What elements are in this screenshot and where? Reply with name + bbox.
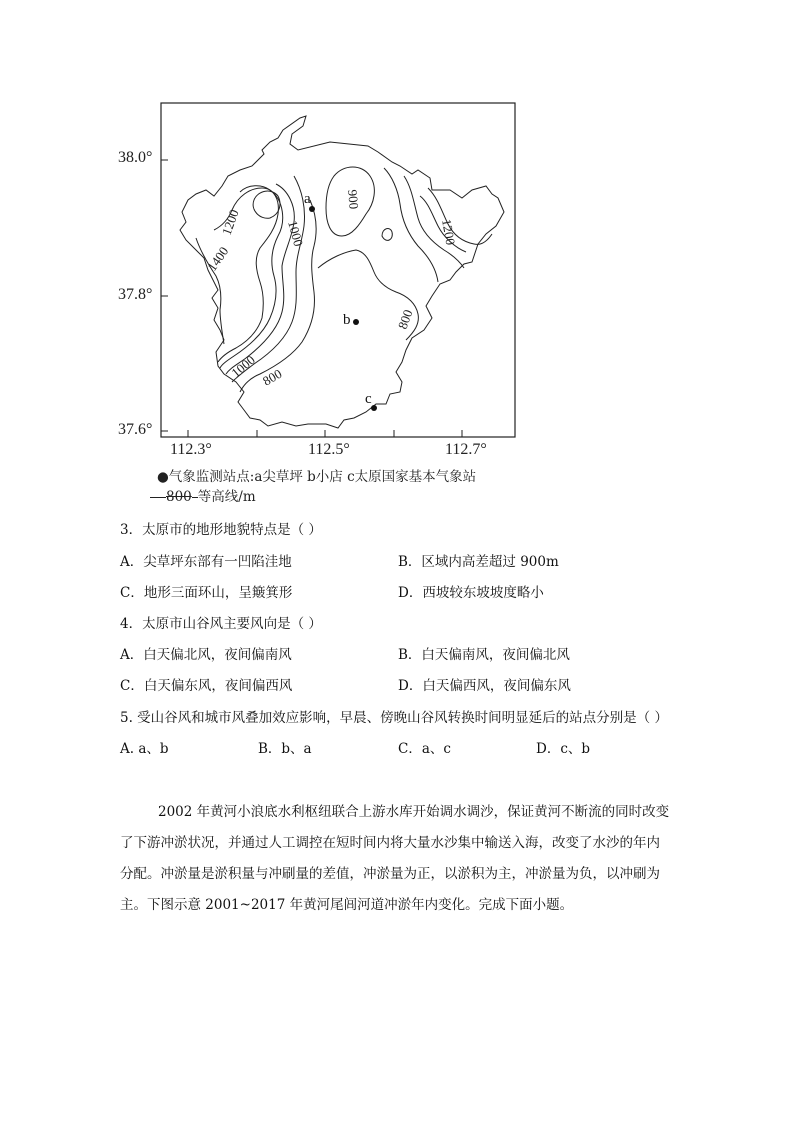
- legend-contour: 800 等高线/m: [150, 485, 256, 505]
- option-a: A．尖草坪东部有一凹陷洼地: [120, 554, 292, 570]
- question-stem: 3．太原市的地形地貌特点是（ ）: [120, 522, 322, 538]
- station-b-marker: [353, 319, 359, 325]
- station-c-label: c: [365, 391, 372, 407]
- boundary-outline: [180, 116, 504, 428]
- station-c-marker: [371, 405, 377, 411]
- contour-label: 1200: [218, 207, 242, 238]
- contour-label: 1400: [204, 243, 232, 274]
- lon-label-112-5: 112.5°: [308, 441, 350, 458]
- passage-line: 主。下图示意 2001~2017 年黄河尾闾河道冲淤年内变化。完成下面小题。: [120, 897, 574, 913]
- option-d: D．c、b: [536, 741, 591, 757]
- question-stem: 4．太原市山谷风主要风向是（ ）: [120, 616, 322, 632]
- option-b: B．区域内高差超过 900m: [398, 554, 559, 570]
- option-d: D．白天偏西风，夜间偏东风: [398, 678, 571, 694]
- legend-contour-value: 800: [166, 489, 192, 505]
- question-stem: 5. 受山谷风和城市风叠加效应影响，早晨、傍晚山谷风转换时间明显延后的站点分别是（ ）: [120, 710, 668, 726]
- option-c: C．地形三面环山，呈簸箕形: [120, 585, 293, 601]
- passage-line: 了下游冲淤状况，并通过人工调控在短时间内将大量水沙集中输送入海，改变了水沙的年内: [120, 835, 660, 851]
- option-a: A. a、b: [120, 741, 169, 757]
- station-a-label: a: [304, 191, 311, 207]
- contour-label: 1000: [285, 218, 307, 248]
- contour-label: 800: [260, 365, 285, 389]
- contour-label: 900: [345, 188, 362, 210]
- lon-label-112-3: 112.3°: [170, 441, 212, 458]
- contour-label: 800: [394, 307, 416, 332]
- lat-label-37-8: 37.8°: [118, 286, 153, 303]
- contour-line-icon: [150, 497, 166, 498]
- passage-line: 2002 年黄河小浪底水利枢纽联合上游水库开始调水调沙，保证黄河不断流的同时改变: [158, 804, 670, 820]
- option-b: B．白天偏南风，夜间偏北风: [398, 647, 570, 663]
- lat-label-37-6: 37.6°: [118, 421, 153, 438]
- station-b-label: b: [343, 312, 351, 328]
- station-dot-icon: ●: [157, 469, 169, 485]
- contour-1200-east: [384, 168, 438, 282]
- lat-label-38-0: 38.0°: [118, 149, 153, 166]
- option-c: C．a、c: [398, 741, 451, 757]
- option-b: B．b、a: [258, 741, 312, 757]
- passage: [120, 797, 678, 921]
- option-c: C．白天偏东风，夜间偏西风: [120, 678, 293, 694]
- contour-label: 1000: [228, 352, 258, 381]
- passage-line: 分配。冲淤量是淤积量与冲刷量的差值，冲淤量为正，以淤积为主，冲淤量为负，以冲刷为: [120, 866, 660, 882]
- option-d: D．西坡较东坡坡度略小: [398, 585, 544, 601]
- contour-map: [0, 0, 794, 470]
- legend-stations: ●气象监测站点:a尖草坪 b小店 c太原国家基本气象站: [157, 469, 477, 485]
- contour-label: 1200: [439, 217, 459, 247]
- lon-label-112-7: 112.7°: [445, 441, 487, 458]
- option-a: A．白天偏北风，夜间偏南风: [120, 647, 292, 663]
